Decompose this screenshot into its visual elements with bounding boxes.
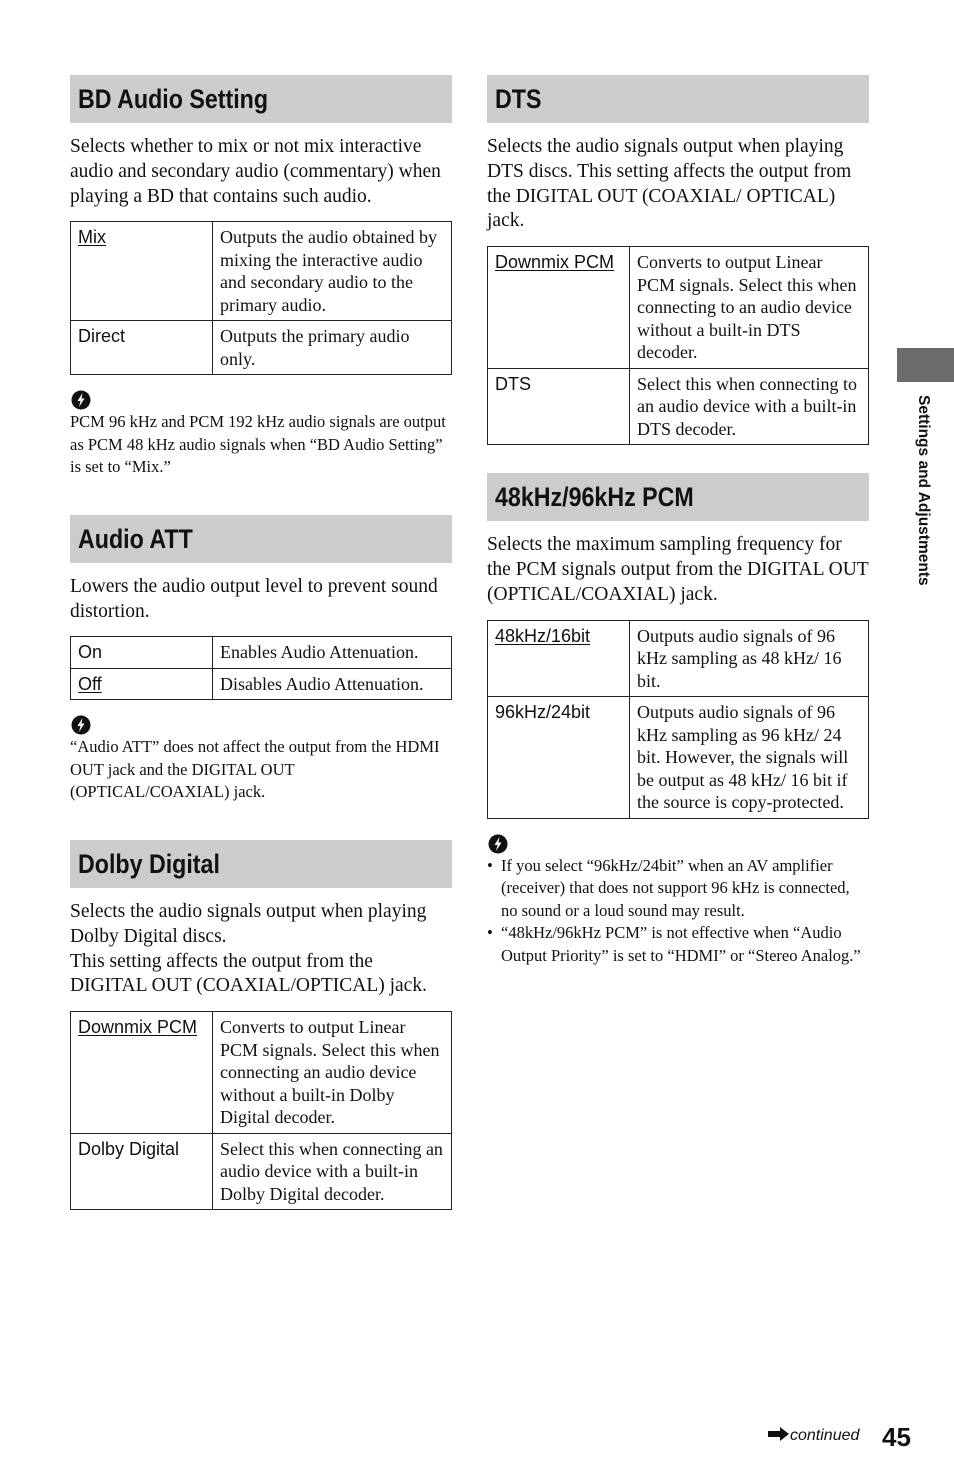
hint-icon [487, 833, 869, 855]
dolby-digital-description: Selects the audio signals output when playing Dolby Digital discs. [70, 900, 427, 947]
audio-att-table [70, 636, 452, 700]
audio-att-hint: “Audio ATT” does not affect the output from the HDMI OUT jack and the DIGITAL OUT (OPTICAL/COAXIAL) jack. [70, 737, 440, 802]
page-number: 45 [882, 1422, 911, 1452]
table-row [71, 222, 452, 321]
bd-audio-setting-heading: BD Audio Setting [70, 75, 452, 123]
pcm-hints [487, 855, 869, 968]
side-tab-label: Settings and Adjustments [915, 395, 932, 586]
table-row [71, 637, 452, 669]
option-dolby-digital: Dolby Digital [71, 1133, 213, 1210]
option-description: Converts to output Linear PCM signals. Select this when connecting an audio device without a built-in Dolby Digital decoder. [213, 1012, 452, 1134]
dts-description: Selects the audio signals output when playing DTS discs. This setting affects the output from the DIGITAL OUT (COAXIAL/ OPTICAL) jack. [487, 136, 852, 232]
table-row [488, 247, 869, 369]
hint-icon [70, 389, 452, 411]
table-row [488, 368, 869, 445]
option-description: Select this when connecting an audio device with a built-in Dolby Digital decoder. [213, 1133, 452, 1210]
option-description: Outputs the audio obtained by mixing the interactive audio and secondary audio to the primary audio. [213, 222, 452, 321]
dts-table [487, 246, 869, 445]
option-96khz-24bit: 96kHz/24bit [488, 697, 630, 819]
bd-audio-setting-table [70, 221, 452, 375]
option-description: Converts to output Linear PCM signals. Select this when connecting to an audio device without a built-in DTS decoder. [630, 247, 869, 369]
option-48khz-16bit: 48kHz/16bit [495, 625, 591, 646]
table-row [488, 620, 869, 697]
option-description: Enables Audio Attenuation. [213, 637, 452, 669]
option-direct: Direct [71, 321, 213, 375]
side-tab-marker [897, 348, 954, 382]
arrow-right-icon [768, 1427, 790, 1441]
table-row [71, 668, 452, 700]
option-dts: DTS [488, 368, 630, 445]
option-description: Disables Audio Attenuation. [213, 668, 452, 700]
table-row [488, 697, 869, 819]
option-downmix-pcm: Downmix PCM [78, 1017, 198, 1038]
table-row [71, 321, 452, 375]
dolby-digital-table [70, 1011, 452, 1210]
pcm-table [487, 620, 869, 819]
bd-audio-setting-description: Selects whether to mix or not mix interactive audio and secondary audio (commentary) when playing a BD that contains such audio. [70, 136, 441, 207]
option-description: Outputs the primary audio only. [213, 321, 452, 375]
pcm-description: Selects the maximum sampling frequency for the PCM signals output from the DIGITAL OUT (OPTICAL/COAXIAL) jack. [487, 534, 869, 605]
hint-icon [70, 714, 452, 736]
list-item: • “48kHz/96kHz PCM” is not effective when “Audio Output Priority” is set to “HDMI” or “Stereo Analog.” [487, 922, 869, 967]
option-downmix-pcm: Downmix PCM [495, 252, 615, 273]
bd-audio-setting-hint: PCM 96 kHz and PCM 192 kHz audio signals are output as PCM 48 kHz audio signals when “BD Audio Setting” is set to “Mix.” [70, 412, 446, 477]
option-description: Outputs audio signals of 96 kHz sampling as 96 kHz/ 24 bit. However, the signals will be output as 48 kHz/ 16 bit if the source is copy-protected. [630, 697, 869, 819]
option-description: Outputs audio signals of 96 kHz sampling as 48 kHz/ 16 bit. [630, 620, 869, 697]
right-column [487, 75, 869, 967]
option-description: Select this when connecting to an audio device with a built-in DTS decoder. [630, 368, 869, 445]
option-on: On [71, 637, 213, 669]
continued-label: continued [768, 1427, 859, 1445]
dolby-digital-heading: Dolby Digital [70, 840, 452, 888]
list-item: • If you select “96kHz/24bit” when an AV amplifier (receiver) that does not support 96 kHz is connected, no sound or a loud sound may result. [487, 855, 869, 923]
table-row [71, 1012, 452, 1134]
audio-att-heading: Audio ATT [70, 515, 452, 563]
table-row [71, 1133, 452, 1210]
dolby-digital-description-2: This setting affects the output from the DIGITAL OUT (COAXIAL/OPTICAL) jack. [70, 950, 427, 997]
left-column [70, 75, 452, 1210]
option-mix: Mix [78, 227, 106, 248]
pcm-heading: 48kHz/96kHz PCM [487, 473, 869, 521]
audio-att-description: Lowers the audio output level to prevent sound distortion. [70, 575, 438, 622]
dts-heading: DTS [487, 75, 869, 123]
option-off: Off [78, 673, 102, 694]
